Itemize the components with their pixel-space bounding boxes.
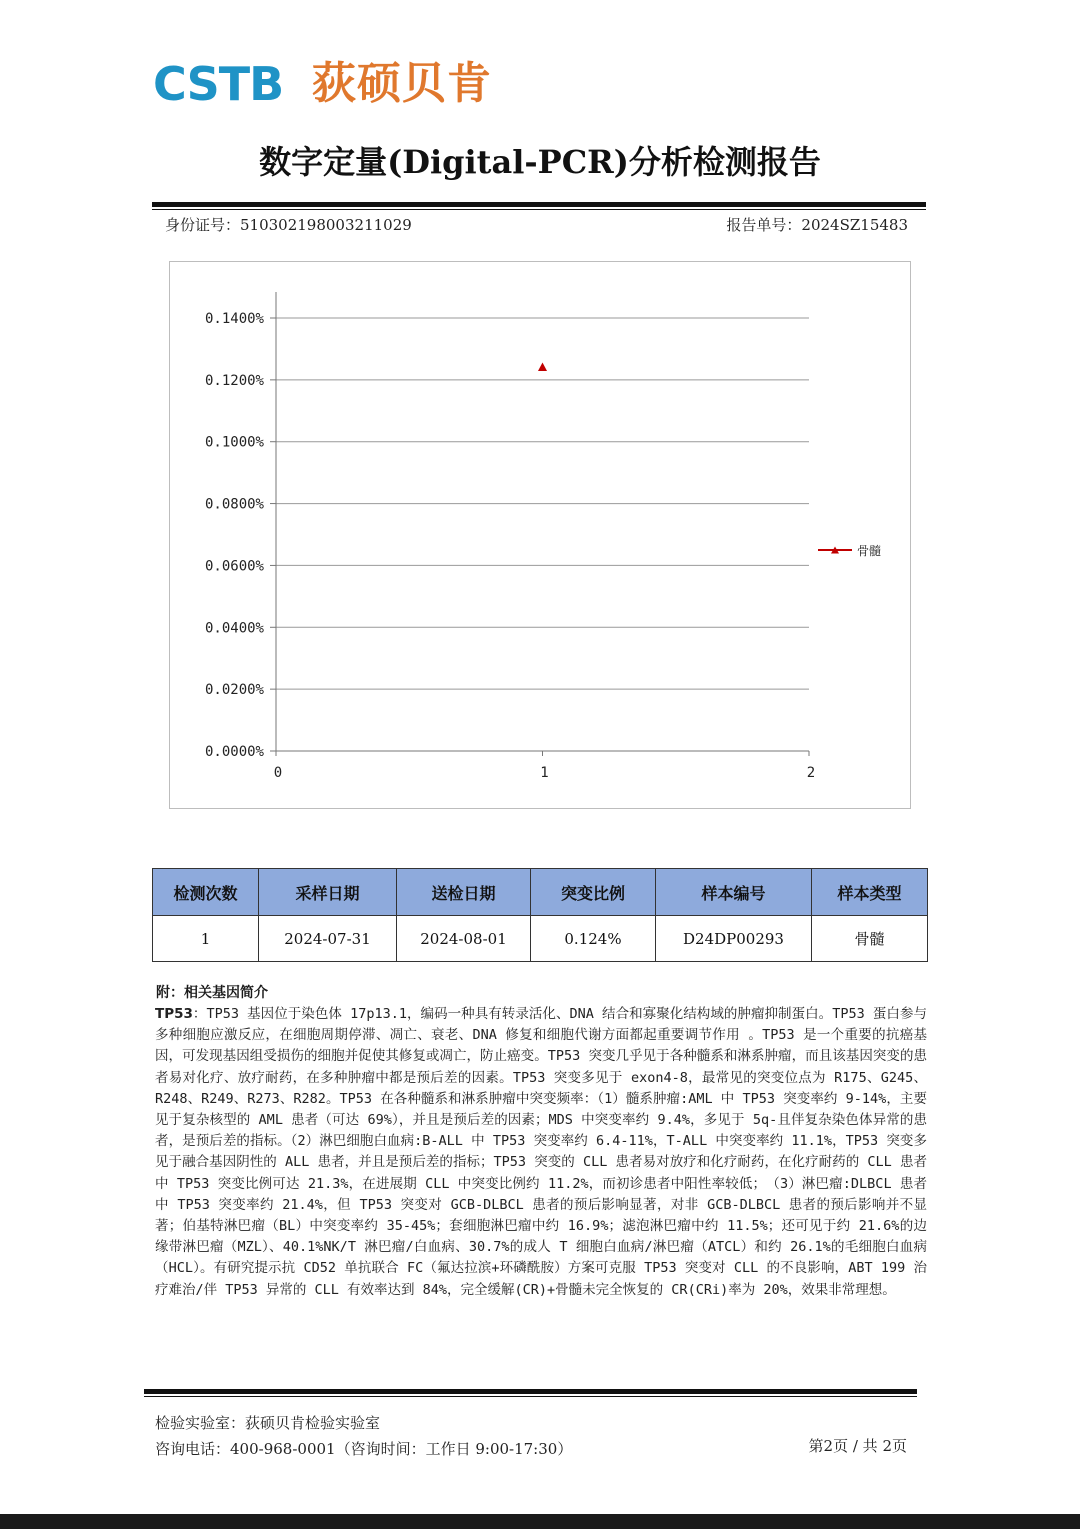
- table-header-row: [153, 869, 928, 916]
- cell-sampling-date: 2024-07-31: [259, 916, 397, 962]
- id-number: 身份证号：510302198003211029: [165, 216, 412, 234]
- header-sample-id: 样本编号: [656, 869, 812, 916]
- page-title: 数字定量(Digital-PCR)分析检测报告: [259, 143, 821, 181]
- header-submission-date: 送检日期: [397, 869, 531, 916]
- logo-chinese: 荻硕贝肯: [312, 58, 492, 109]
- appendix-title: 附：相关基因简介: [156, 985, 268, 1001]
- y-tick-label: 0.0200%: [204, 682, 264, 699]
- gene-description-text: ：TP53 基因位于染色体 17p13.1，编码一种具有转录活化、DNA 结合和寡聚化结构域的肿瘤抑制蛋白。TP53 蛋白参与多种细胞应激反应，在细胞周期停滞、凋亡、衰老、DNA 修复和细胞代谢方面都起重要调节作用 。TP53 是一个重要的抗癌基因，可发现基因组受损伤的细胞并促使其修复或凋亡，防止癌变。TP53 突变几乎见于各种髓系和淋系肿瘤，而且该基因突变的患者易对化疗、放疗耐药，在多种肿瘤中都是预后差的因素。TP53 突变多见于 exon4-8，最常见的突变位点为 R175、G245、R248、R249、R273、R282。TP53 在各种髓系和淋系肿瘤中突变频率：（1）髓系肿瘤:AML 中 TP53 突变率约 9-14%，主要见于复杂核型的 AML 患者（可达 69%），并且是预后差的因素；MDS 中突变率约 9.4%，多见于 5q-且伴复杂染色体异常的患者，是预后差的指标。（2）淋巴细胞白血病:B-ALL 中 TP53 突变率约 6.4-11%，T-ALL 中突变率约 11.1%，TP53 突变多见于融合基因阴性的 ALL 患者，并且是预后差的指标；TP53 突变的 CLL 患者易对放疗和化疗耐药，在化疗耐药的 CLL 患者中 TP53 突变比例可达 21.3%，在进展期 CLL 中突变比例约 11.2%，而初诊患者中阳性率较低； （3）淋巴瘤:DLBCL 患者中 TP53 突变率约 21.4%，但 TP53 突变对 GCB-DLBCL 患者的预后影响显著，对非 GCB-DLBCL 患者的预后影响并不显著；伯基特淋巴瘤（BL）中突变率约 35-45%；套细胞淋巴瘤中约 16.9%；滤泡淋巴瘤中约 11.5%；还可见于约 21.6%的边缘带淋巴瘤（MZL）、40.1%NK/T 淋巴瘤/白血病、30.7%的成人 T 细胞白血病/淋巴瘤（ATCL）和约 26.1%的毛细胞白血病（HCL）。有研究提示抗 CD52 单抗联合 FC（氟达拉滨+环磷酰胺）方案可克服 TP53 突变对 CLL 的不良影响，ABT 199 治疗难治/伴 TP53 异常的 CLL 有效率达到 84%，完全缓解(CR)+骨髓未完全恢复的 CR(CRi)率为 20%，效果非常理想。: [155, 1006, 927, 1298]
- cell-test-count: 1: [153, 916, 259, 962]
- contact-phone: 咨询电话：400-968-0001（咨询时间：工作日 9:00-17:30）: [155, 1440, 573, 1458]
- table-row: [153, 916, 928, 962]
- page-number: 第2页 / 共 2页: [808, 1437, 907, 1455]
- data-point: [538, 362, 547, 371]
- x-tick-label: 1: [540, 765, 549, 781]
- cell-sample-id: D24DP00293: [656, 916, 812, 962]
- x-tick-label: 0: [273, 765, 283, 781]
- x-tick-label: 2: [806, 765, 816, 781]
- y-tick-label: 0.1400%: [204, 311, 264, 327]
- y-tick-label: 0.1000%: [204, 434, 264, 451]
- gene-name: TP53: [155, 1006, 193, 1022]
- gene-description: [155, 1004, 927, 1301]
- logo-latin: CSTB: [153, 57, 284, 111]
- y-tick-label: 0.0000%: [204, 744, 264, 760]
- cell-sample-type: 骨髓: [812, 916, 928, 962]
- y-tick-label: 0.0600%: [204, 558, 264, 575]
- header-test-count: 检测次数: [153, 869, 259, 916]
- y-tick-label: 0.0400%: [204, 620, 264, 637]
- footer-divider-thin: [144, 1396, 917, 1397]
- cell-mutation-ratio: 0.124%: [531, 916, 656, 962]
- header-sampling-date: 采样日期: [259, 869, 397, 916]
- report-number: 报告单号：2024SZ15483: [726, 216, 908, 234]
- header-mutation-ratio: 突变比例: [531, 869, 656, 916]
- bottom-bar: [0, 1514, 1080, 1529]
- y-tick-label: 0.1200%: [204, 372, 264, 389]
- header-sample-type: 样本类型: [812, 869, 928, 916]
- footer-divider-thick: [144, 1389, 917, 1394]
- legend-label-bone-marrow: 骨髓: [857, 544, 882, 558]
- cell-submission-date: 2024-08-01: [397, 916, 531, 962]
- results-table: [152, 868, 928, 962]
- chart-legend: [818, 544, 881, 558]
- lab-name: 检验实验室：荻硕贝肯检验实验室: [155, 1414, 381, 1432]
- y-tick-label: 0.0800%: [204, 496, 264, 513]
